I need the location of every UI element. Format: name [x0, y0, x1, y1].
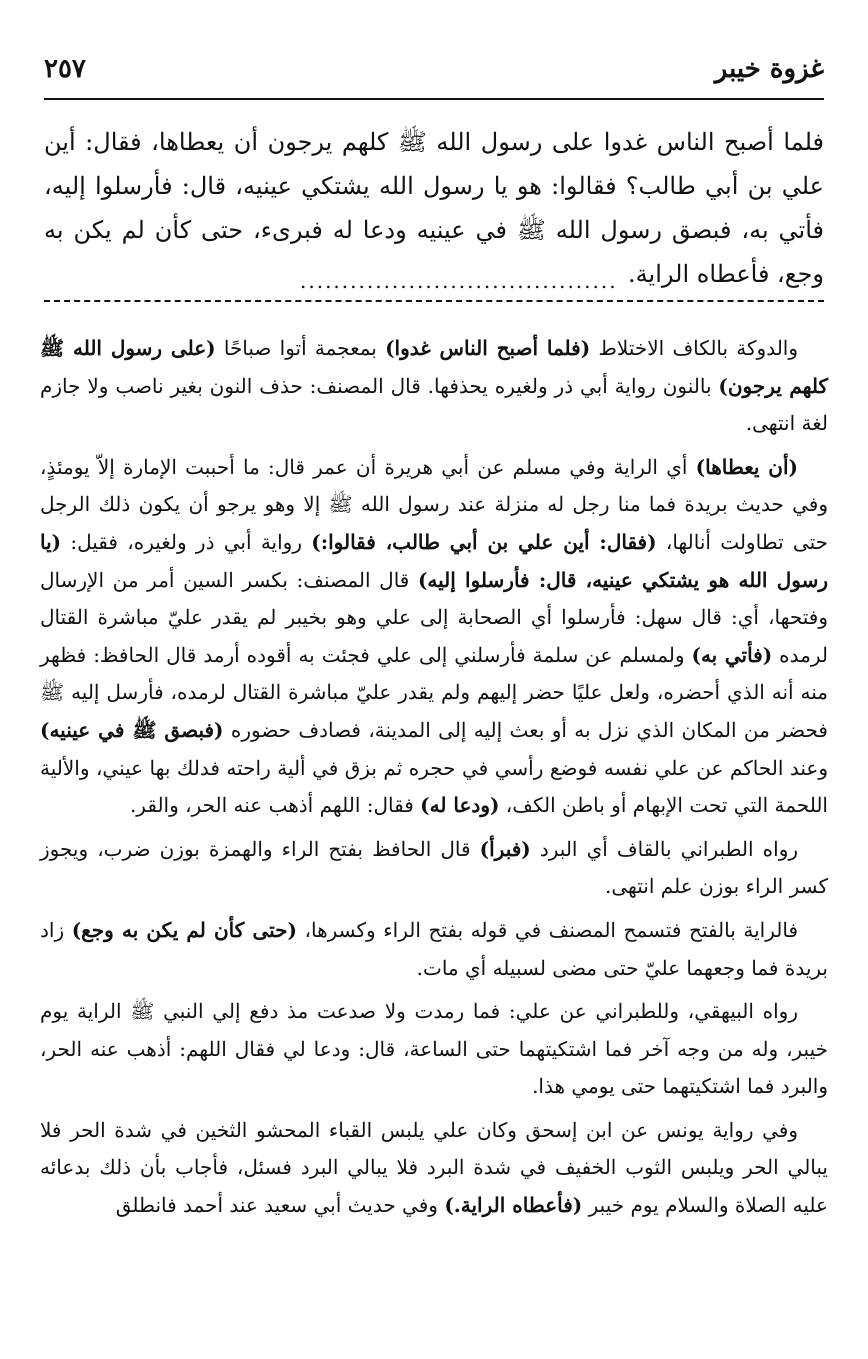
text-run: أي الراية وفي مسلم عن أبي هريرة أن عمر قال: ما أحببت الإمارة إلاّ يومئذٍ، وفي حديث بريدة فما منا رجل له منزلة عند رسول الله ﷺ إلا وهو يرجو أن يكون ذلك الرجل حتى تطاولت أنالها، — [40, 454, 828, 554]
quoted-phrase: (على رسول الله ﷺ كلهم يرجون) — [40, 336, 828, 398]
quoted-phrase: (فلما أصبح الناس غدوا) — [385, 336, 591, 360]
text-run: وعند الحاكم عن علي نفسه فوضع رأسي في حجره ثم بزق في ألية راحته فدلك بها عيني، والألية اللحمة التي تحت الإبهام أو باطن الكف، — [40, 755, 828, 818]
page-header — [44, 52, 824, 96]
text-run: والدوكة بالكاف الاختلاط — [590, 336, 799, 360]
quoted-phrase: (فأعطاه الراية.) — [444, 1193, 583, 1218]
commentary-paragraph — [40, 1112, 828, 1225]
text-run: رواه البيهقي، وللطبراني عن علي: فما رمدت ولا صدعت مذ دفع إلي النبي ﷺ الراية يوم خيبر، وله من وجه آخر فما اشتكيتهما حتى الساعة، قال: ودعا لي فقال اللهم: أذهب عنه الحر، والبرد فما اشتكيتهما حتى يومي هذا. — [40, 999, 828, 1099]
quoted-phrase: (ودعا له) — [420, 793, 500, 818]
commentary-paragraph — [40, 993, 828, 1106]
text-run: وفي رواية يونس عن ابن إسحق وكان علي يلبس القباء المحشو الثخين في شدة الحر فلا يبالي الحر ويلبس الثوب الخفيف في شدة البرد فلا يبالي البرد فسئل، فأجاب بأن ذلك بدعائه عليه الصلاة والسلام يوم خيبر — [40, 1117, 828, 1218]
text-run: رواية أبي ذر ولغيره، فقيل: — [61, 529, 312, 554]
commentary-paragraph — [40, 330, 828, 443]
text-run: فقال: اللهم أذهب عنه الحر، والقر. — [129, 793, 421, 818]
commentary — [40, 330, 828, 1231]
text-run: قال الحافظ بفتح الراء والهمزة بوزن ضرب، ويجوز كسر الراء بوزن علم انتهى. — [40, 836, 828, 899]
quoted-phrase: (فبرأ) — [479, 836, 531, 861]
page-number: ٢٥٧ — [44, 54, 86, 84]
quoted-phrase: (فأتي به) — [691, 642, 773, 667]
text-run: قال المصنف: بكسر السين أمر من الإرسال وفتحها، أي: قال سهل: فأرسلوا أي الصحابة إلى علي وهو بخيبر لم يقدر عليّ مباشرة القتال لرمده — [40, 567, 828, 667]
section-divider — [44, 300, 824, 302]
dotted-leader: ...................................... — [300, 269, 618, 293]
header-divider — [44, 98, 824, 100]
text-run: بمعجمة أتوا صباحًا — [215, 336, 386, 360]
text-run: وفي حديث أبي سعيد عند أحمد فانطلق — [115, 1193, 445, 1218]
chapter-title: غزوة خيبر — [714, 54, 824, 84]
text-run: ولمسلم عن سلمة فأرسلني إلى علي فجئت به أقوده أرمد قال الحافظ: فظهر منه أنه الذي أحضره، ولعل عليًا حضر إليهم ولم يقدر عليّ مباشرة القتال لرمده، فأرسل إليه ﷺ فحضر من المكان الذي نزل به أو بعث إليه إلى المدينة، فصادف حضوره — [40, 642, 828, 742]
text-run: زاد بريدة فما وجعهما عليّ حتى مضى لسبيله أي مات. — [40, 917, 828, 980]
quoted-phrase: (فبصق ﷺ في عينيه) — [40, 717, 224, 742]
commentary-paragraph — [40, 449, 828, 825]
text-run: بالنون رواية أبي ذر ولغيره يحذفها. قال المصنف: حذف النون بغير ناصب ولا جازم لغة انتهى. — [40, 373, 828, 436]
quoted-phrase: (يا رسول الله هو يشتكي عينيه، قال: فأرسلوا إليه) — [40, 529, 828, 592]
quoted-phrase: (أن يعطاها) — [695, 454, 798, 479]
commentary-paragraph — [40, 831, 828, 906]
quoted-phrase: (فقال: أين علي بن أبي طالب، فقالوا:) — [311, 529, 657, 554]
main-text: فلما أصبح الناس غدوا على رسول الله ﷺ كلهم يرجون أن يعطاها، فقال: أين علي بن أبي طالب؟ فقالوا: هو يا رسول الله يشتكي عينيه، قال: فأرسلوا إليه، فأتي به، فبصق رسول الله ﷺ في عينيه ودعا له فبرىء، حتى كأن لم يكن به وجع، فأعطاه الراية. — [44, 128, 824, 288]
text-run: فالراية بالفتح فتسمح المصنف في قوله بفتح الراء وكسرها، — [296, 917, 798, 942]
commentary-paragraph — [40, 912, 828, 987]
quoted-phrase: (حتى كأن لم يكن به وجع) — [71, 917, 297, 942]
text-run: رواه الطبراني بالقاف أي البرد — [530, 836, 799, 861]
